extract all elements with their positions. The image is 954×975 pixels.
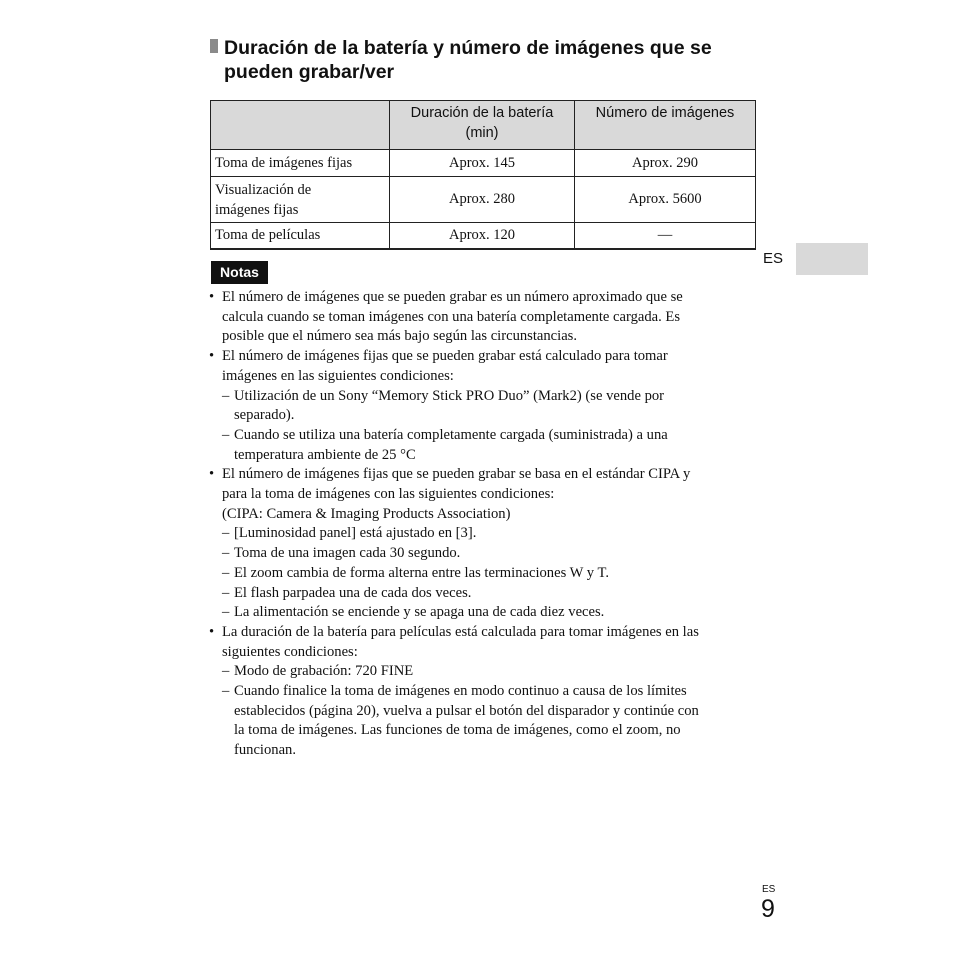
note-line bbox=[207, 367, 759, 387]
note-line bbox=[207, 662, 759, 682]
note-text: funcionan. bbox=[234, 742, 297, 759]
note-text: Cuando se utiliza una batería completamente cargada (suministrada) a una bbox=[234, 426, 668, 443]
table-header-row bbox=[211, 101, 756, 150]
note-text: establecidos (página 20), vuelva a pulsar el botón del disparador y continúe con bbox=[234, 702, 699, 719]
note-text: calcula cuando se toman imágenes con una batería completamente cargada. Es bbox=[222, 308, 681, 325]
language-side-label: ES bbox=[763, 250, 784, 267]
row-label: Toma de películas bbox=[211, 223, 390, 249]
dash-mark: – bbox=[222, 387, 230, 404]
note-text: El flash parpadea una de cada dos veces. bbox=[234, 584, 472, 601]
note-text: (CIPA: Camera & Imaging Products Association) bbox=[222, 505, 511, 522]
dash-mark: – bbox=[222, 584, 230, 601]
note-line bbox=[207, 544, 759, 564]
note-text: separado). bbox=[234, 407, 295, 424]
note-text: Toma de una imagen cada 30 segundo. bbox=[234, 545, 461, 562]
dash-mark: – bbox=[222, 426, 230, 443]
row-label-line1: Visualización de bbox=[215, 181, 312, 198]
note-line bbox=[207, 485, 759, 505]
note-text: La duración de la batería para películas está calculada para tomar imágenes en las bbox=[222, 623, 699, 640]
note-text: Cuando finalice la toma de imágenes en modo continuo a causa de los límites bbox=[234, 683, 687, 700]
battery-header-line2: (min) bbox=[465, 125, 499, 141]
table-header-empty bbox=[211, 101, 390, 150]
images-value: Aprox. 290 bbox=[575, 150, 756, 177]
dash-mark: – bbox=[222, 683, 230, 700]
battery-value: Aprox. 145 bbox=[390, 150, 575, 177]
images-value: — bbox=[575, 223, 756, 249]
dash-mark: – bbox=[222, 564, 230, 581]
note-text: para la toma de imágenes con las siguientes condiciones: bbox=[222, 486, 555, 503]
row-label bbox=[211, 177, 390, 223]
note-line bbox=[207, 623, 759, 643]
table-header-battery bbox=[390, 101, 575, 150]
table-row bbox=[211, 223, 756, 249]
note-text: El número de imágenes fijas que se pueden grabar está calculado para tomar bbox=[222, 348, 668, 365]
note-text: temperatura ambiente de 25 °C bbox=[234, 446, 416, 463]
note-line bbox=[207, 741, 759, 761]
note-text: posible que el número sea más bajo según las circunstancias. bbox=[222, 328, 578, 345]
dash-mark: – bbox=[222, 663, 230, 680]
row-label: Toma de imágenes fijas bbox=[211, 150, 390, 177]
note-line bbox=[207, 584, 759, 604]
dash-mark: – bbox=[222, 525, 230, 542]
battery-value: Aprox. 280 bbox=[390, 177, 575, 223]
heading-marker bbox=[210, 39, 218, 53]
bullet-mark: • bbox=[209, 348, 215, 365]
note-text: El número de imágenes que se pueden grabar es un número aproximado que se bbox=[222, 289, 683, 305]
note-line bbox=[207, 406, 759, 426]
note-line bbox=[207, 327, 759, 347]
note-line bbox=[207, 505, 759, 525]
note-text: El zoom cambia de forma alterna entre las terminaciones W y T. bbox=[234, 564, 609, 581]
note-text: Utilización de un Sony “Memory Stick PRO Duo” (Mark2) (se vende por bbox=[234, 387, 665, 404]
note-line bbox=[207, 721, 759, 741]
note-line bbox=[207, 308, 759, 328]
note-text: [Luminosidad panel] está ajustado en [3]. bbox=[234, 525, 477, 542]
page-number: 9 bbox=[761, 895, 775, 923]
note-text: siguientes condiciones: bbox=[222, 643, 358, 660]
notes-badge: Notas bbox=[211, 261, 268, 284]
dash-mark: – bbox=[222, 604, 230, 621]
notes-list bbox=[207, 288, 759, 761]
footer-language: ES bbox=[762, 884, 776, 895]
note-line bbox=[207, 465, 759, 485]
section-heading bbox=[210, 36, 770, 84]
note-text: la toma de imágenes. Las funciones de toma de imágenes, como el zoom, no bbox=[234, 722, 681, 739]
heading-line-1: Duración de la batería y número de imágenes que se bbox=[224, 37, 712, 59]
note-line bbox=[207, 564, 759, 584]
note-line bbox=[207, 682, 759, 702]
table-row bbox=[211, 150, 756, 177]
note-line bbox=[207, 347, 759, 367]
note-line bbox=[207, 426, 759, 446]
bullet-mark: • bbox=[209, 289, 215, 305]
note-line bbox=[207, 387, 759, 407]
note-line bbox=[207, 288, 759, 308]
bullet-mark: • bbox=[209, 623, 215, 640]
note-text: imágenes en las siguientes condiciones: bbox=[222, 367, 454, 384]
note-line bbox=[207, 603, 759, 623]
note-line bbox=[207, 643, 759, 663]
heading-line-2: pueden grabar/ver bbox=[224, 61, 395, 83]
row-label-line2: imágenes fijas bbox=[215, 201, 299, 218]
note-text: El número de imágenes fijas que se pueden grabar se basa en el estándar CIPA y bbox=[222, 466, 691, 483]
note-line bbox=[207, 446, 759, 466]
battery-value: Aprox. 120 bbox=[390, 223, 575, 249]
note-line bbox=[207, 702, 759, 722]
bullet-mark: • bbox=[209, 466, 215, 483]
note-text: La alimentación se enciende y se apaga una de cada diez veces. bbox=[234, 604, 605, 621]
battery-table bbox=[210, 100, 756, 250]
note-text: Modo de grabación: 720 FINE bbox=[234, 663, 414, 680]
table-header-images: Número de imágenes bbox=[575, 101, 756, 150]
language-side-tab bbox=[796, 243, 868, 275]
battery-header-line1: Duración de la batería bbox=[410, 105, 554, 121]
images-value: Aprox. 5600 bbox=[575, 177, 756, 223]
table-row bbox=[211, 177, 756, 223]
note-line bbox=[207, 524, 759, 544]
dash-mark: – bbox=[222, 545, 230, 562]
